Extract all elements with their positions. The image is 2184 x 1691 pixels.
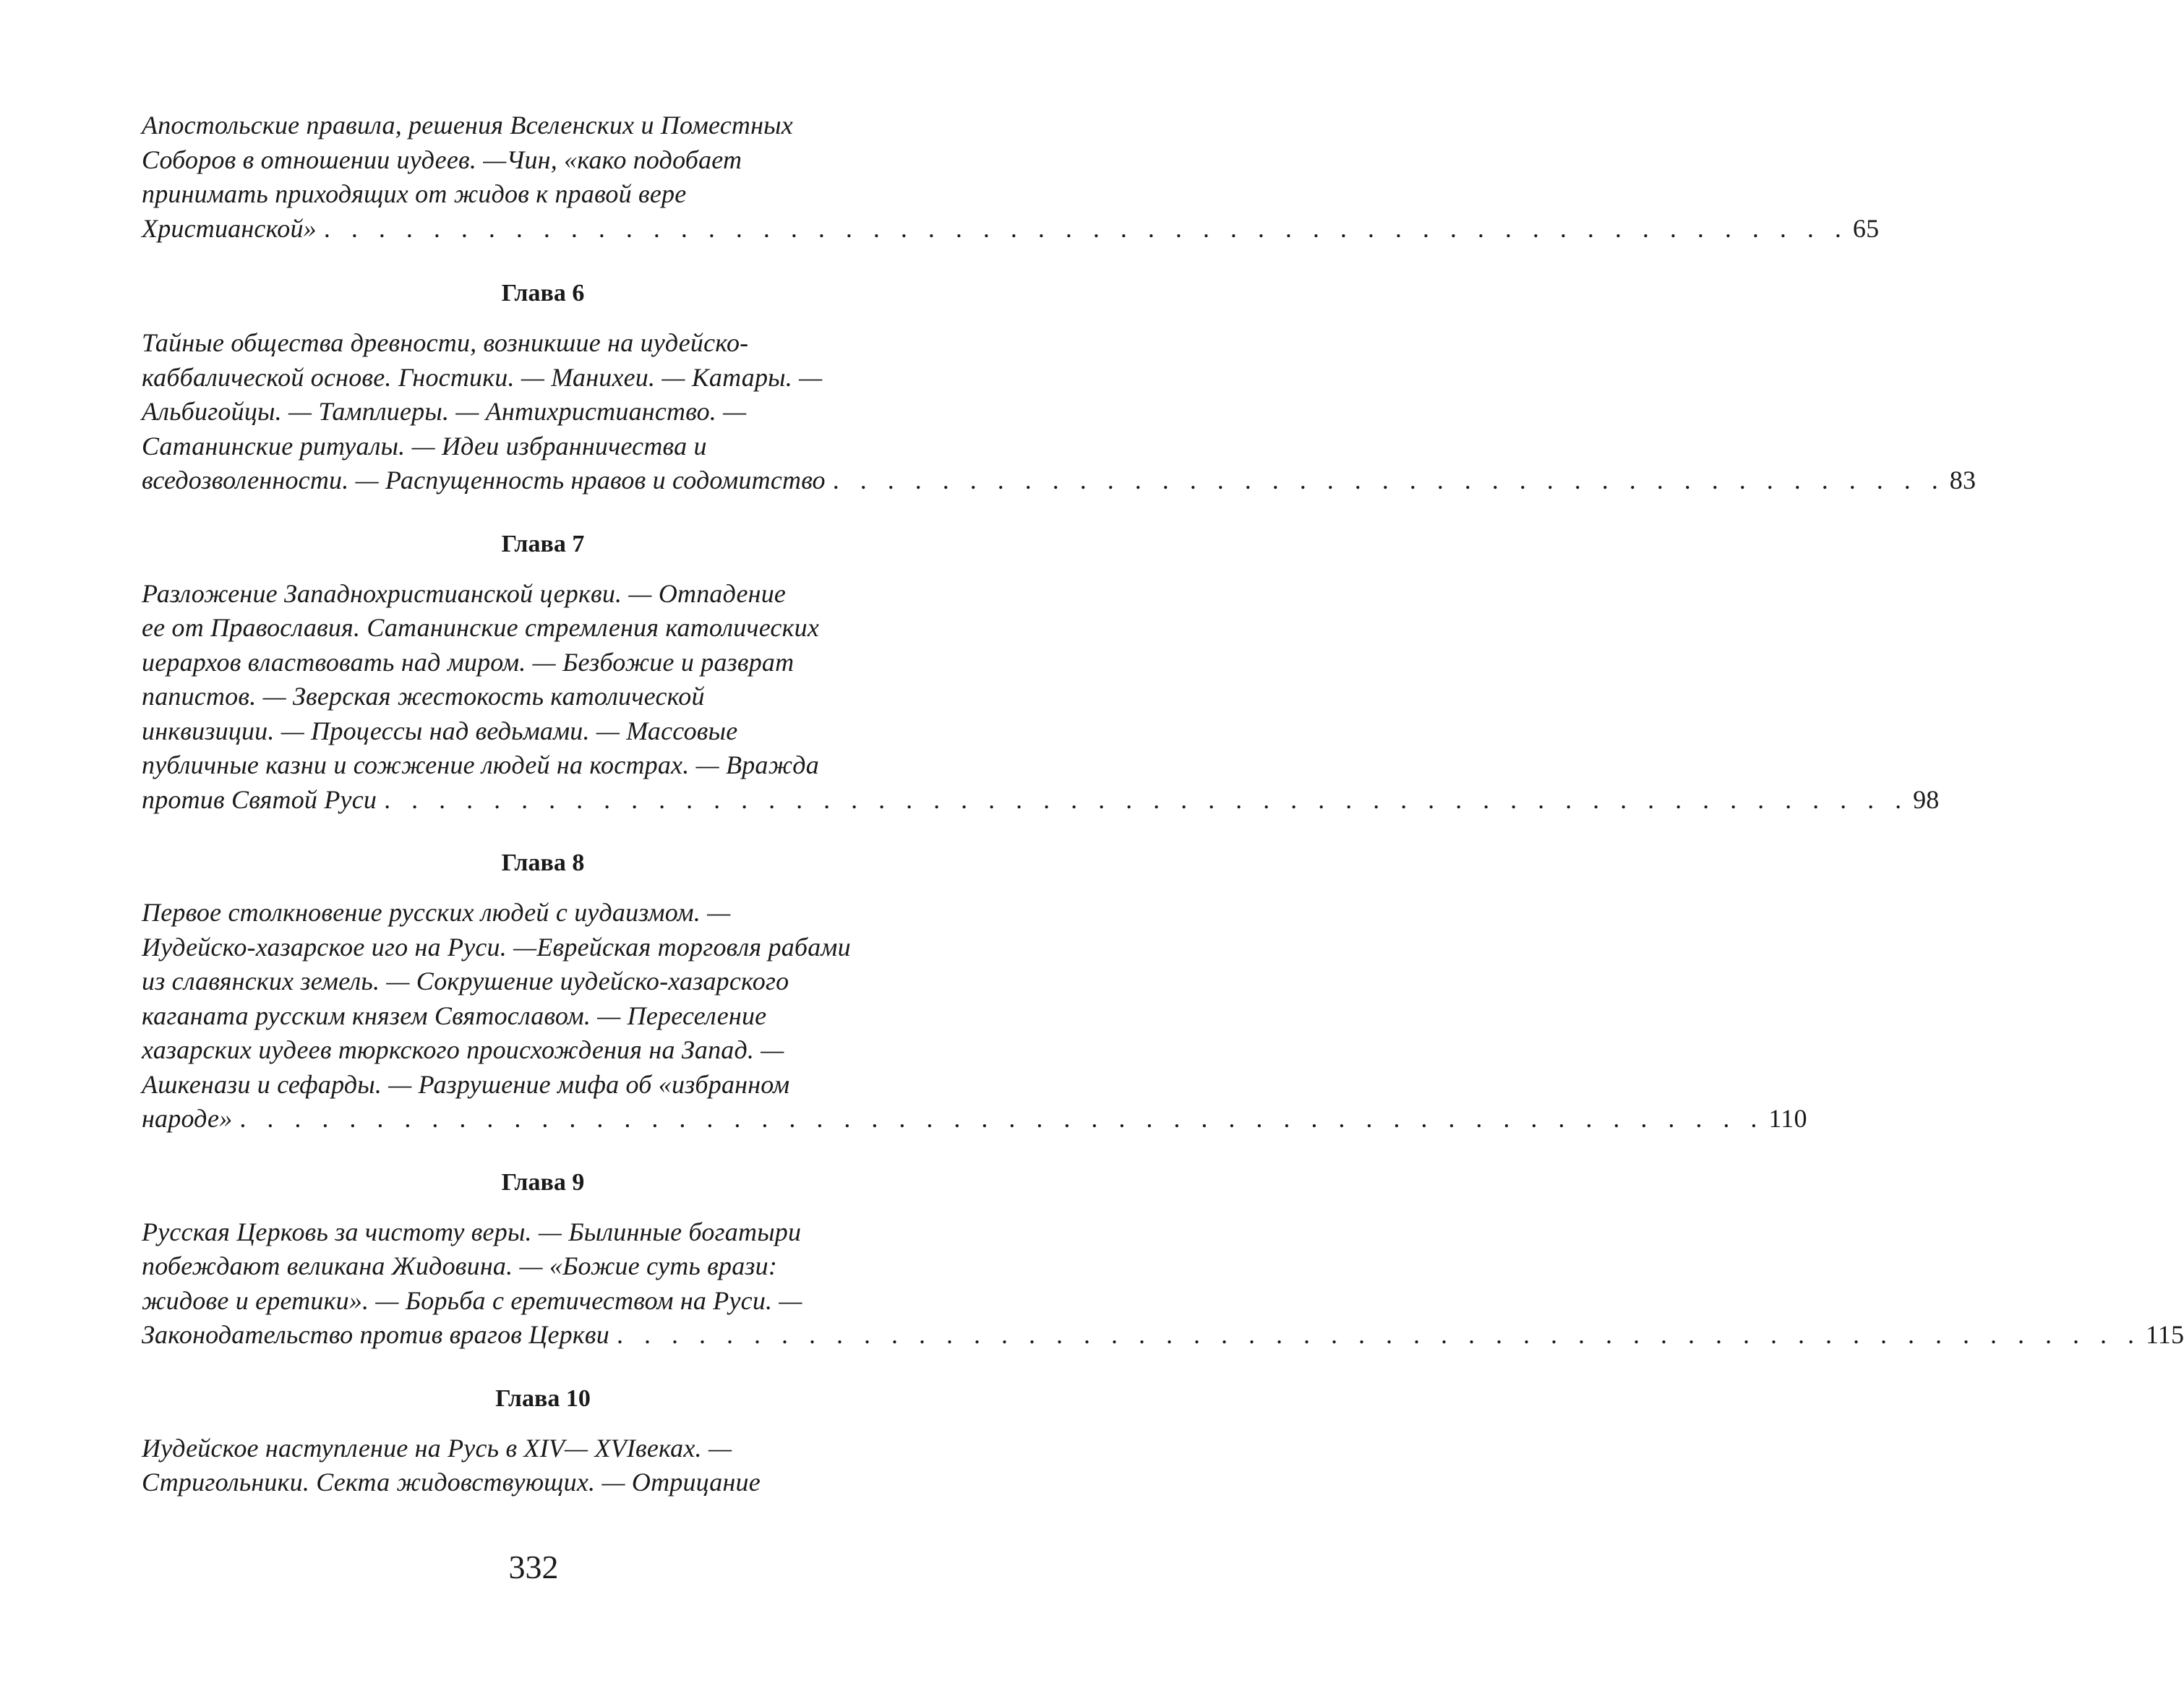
leader-dots: . . . . . . . . . . . . . . . . . . . . . . . . . . . . . . . . . . . . . . . . . . . . . . . . . . . . . . . . (323, 213, 1849, 243)
entry-line: Сатанинские ритуалы. — Идеи избранничества и (142, 431, 707, 461)
toc-entry (142, 108, 1880, 246)
entry-line: каганата русским князем Святославом. — Переселение (142, 1001, 767, 1030)
entry-line: Разложение Западнохристианской церкви. — Отпадение (142, 578, 787, 608)
leader-dots: . . . . . . . . . . . . . . . . . . . . . . . . . . . . . . . . . . . . . . . . . . . . . . . . . . . . . . . . (616, 1320, 2141, 1349)
entry-line: из славянских земель. — Сокрушение иудейско-хазарского (142, 967, 789, 996)
entry-line: побеждают великана Жидовина. — «Божие суть врази: (142, 1251, 778, 1280)
entry-line: инквизиции. — Процессы над ведьмами. — Массовые (142, 716, 738, 745)
toc-entry (142, 326, 1977, 498)
entry-line: ее от Православия. Сатанинские стремления католических (142, 613, 820, 642)
entry-line: вседозволенности. — Распущенность нравов и содомитство (142, 466, 826, 495)
entry-last-line (142, 1318, 2184, 1353)
entry-line: каббалической основе. Гностики. — Манихеи. — Катары. — (142, 362, 823, 392)
page-number-footer: 332 (508, 1549, 559, 1585)
entry-line: Русская Церковь за чистоту веры. — Былинные богатыри (142, 1217, 802, 1246)
entry-line: хазарских иудеев тюркского происхождения на Запад. — (142, 1035, 784, 1064)
page-number: 110 (1768, 1104, 1807, 1133)
entry-line: папистов. — Зверская жестокость католической (142, 682, 705, 711)
page-number: 83 (1949, 466, 1977, 495)
entry-line: народе» (142, 1104, 233, 1133)
entry-line: принимать приходящих от жидов к правой вере (142, 179, 687, 208)
toc-entry (142, 1215, 2184, 1353)
entry-line: Иудейско-хазарское иго на Руси. —Еврейская торговля рабами (142, 932, 851, 962)
page-number: 65 (1852, 213, 1880, 243)
entry-line: против Святой Руси (142, 784, 377, 814)
entry-line: жидове и еретики». — Борьба с еретичеством на Руси. — (142, 1285, 802, 1315)
entry-line: Альбигойцы. — Тамплиеры. — Антихристианство. — (142, 397, 747, 426)
chapter-heading: Глава 9 (501, 1168, 585, 1196)
entry-line: Иудейское наступление на Русь в XIV— XVIвеках. — (142, 1433, 732, 1463)
chapter-heading: Глава 7 (501, 530, 585, 557)
entry-last-line (142, 783, 1940, 818)
chapter-heading: Глава 6 (501, 280, 585, 307)
chapter-heading: Глава 8 (501, 849, 585, 876)
entry-line: Соборов в отношении иудеев. —Чин, «како подобает (142, 145, 742, 174)
table-of-contents (142, 108, 2184, 1500)
entry-last-line (142, 463, 1977, 498)
entry-line: Законодательство против врагов Церкви (142, 1320, 609, 1349)
chapter-heading: Глава 10 (495, 1384, 591, 1412)
entry-line: Апостольские правила, решения Вселенских и Поместных (142, 111, 793, 140)
toc-entry (142, 577, 1940, 818)
leader-dots: . . . . . . . . . . . . . . . . . . . . . . . . . . . . . . . . . . . . . . . . . . . . . . . . . . . . . . . . (239, 1104, 1765, 1133)
entry-last-line (142, 1102, 1807, 1136)
page-number: 115 (2145, 1320, 2184, 1349)
page-number: 98 (1913, 784, 1940, 814)
entry-line: иерархов властвовать над миром. — Безбожие и разврат (142, 647, 795, 677)
entry-line: Ашкенази и сефарды. — Разрушение мифа об «избранном (142, 1069, 790, 1099)
entry-last-line (142, 212, 1880, 247)
leader-dots: . . . . . . . . . . . . . . . . . . . . . . . . . . . . . . . . . . . . . . . . . (832, 466, 1945, 495)
entry-line: публичные казни и сожжение людей на кострах. — Вражда (142, 750, 819, 779)
toc-entry (142, 896, 1807, 1136)
entry-line: Первое столкновение русских людей с иудаизмом. — (142, 898, 731, 927)
entry-line: Тайные общества древности, возникшие на иудейско- (142, 328, 749, 357)
entry-line: Стригольники. Секта жидовствующих. — Отрицание (142, 1468, 761, 1497)
entry-line: Христианской» (142, 213, 317, 243)
leader-dots: . . . . . . . . . . . . . . . . . . . . . . . . . . . . . . . . . . . . . . . . . . . . . . . . . . . . . . . . (384, 784, 1909, 814)
toc-entry (142, 1431, 944, 1500)
